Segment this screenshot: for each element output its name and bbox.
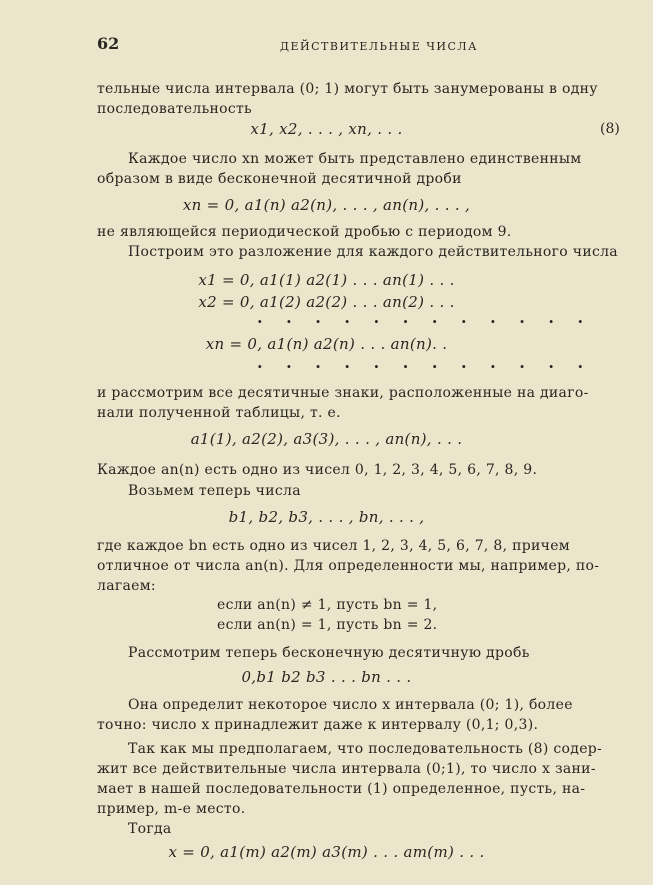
equation-x-decimal: x = 0, a1(m) a2(m) a3(m) . . . am(m) . . . xyxy=(168,843,485,861)
text-line: Возьмем теперь числа xyxy=(128,483,301,499)
table-row-1: x1 = 0, a1(1) a2(1) . . . an(1) . . . xyxy=(198,271,455,289)
text-line: Она определит некоторое число x интервала (0; 1), более xyxy=(128,697,573,713)
text-line: Каждое число xn может быть представлено единственным xyxy=(128,151,582,167)
condition-line: если an(n) = 1, пусть bn = 2. xyxy=(217,617,438,633)
text-line: нали полученной таблицы, т. е. xyxy=(97,405,341,421)
condition-line: если an(n) ≠ 1, пусть bn = 1, xyxy=(217,597,438,613)
table-dots: . . . . . . . . . . . . xyxy=(257,353,593,372)
equation-diagonal: a1(1), a2(2), a3(3), . . . , an(n), . . . xyxy=(190,430,463,448)
equation-number: (8) xyxy=(600,121,620,137)
text-line: последовательность xyxy=(97,101,252,117)
text-line: мает в нашей последовательности (1) определенное, пусть, на- xyxy=(97,781,586,797)
text-line: и рассмотрим все десятичные знаки, расположенные на диаго- xyxy=(97,385,589,401)
text-line: пример, m-е место. xyxy=(97,801,246,817)
table-row-n: xn = 0, a1(n) a2(n) . . . an(n). . xyxy=(205,335,448,353)
page-number: 62 xyxy=(97,34,120,53)
text-line: не являющейся периодической дробью с периодом 9. xyxy=(97,224,512,240)
equation-b-sequence: b1, b2, b3, . . . , bn, . . . , xyxy=(228,508,425,526)
text-line: Так как мы предполагаем, что последовательность (8) содер- xyxy=(128,741,603,757)
equation-sequence: x1, x2, . . . , xn, . . . xyxy=(250,120,403,138)
text-line: жит все действительные числа интервала (0;1), то число x зани- xyxy=(97,761,596,777)
text-line: отличное от числа an(n). Для определенности мы, например, по- xyxy=(97,558,600,574)
text-line: образом в виде бесконечной десятичной дроби xyxy=(97,171,462,187)
text-line: лагаем: xyxy=(97,578,156,594)
table-row-2: x2 = 0, a1(2) a2(2) . . . an(2) . . . xyxy=(198,293,455,311)
table-dots: . . . . . . . . . . . . xyxy=(257,308,593,327)
text-line: точно: число x принадлежит даже к интервалу (0,1; 0,3). xyxy=(97,717,539,733)
text-line: тельные числа интервала (0; 1) могут быть занумерованы в одну xyxy=(97,81,598,97)
equation-decimal: xn = 0, a1(n) a2(n), . . . , an(n), . . . , xyxy=(182,196,471,214)
running-title: ДЕЙСТВИТЕЛЬНЫЕ ЧИСЛА xyxy=(280,40,478,53)
text-line: Каждое an(n) есть одно из чисел 0, 1, 2, 3, 4, 5, 6, 7, 8, 9. xyxy=(97,462,538,478)
text-line: где каждое bn есть одно из чисел 1, 2, 3, 4, 5, 6, 7, 8, причем xyxy=(97,538,570,554)
text-line: Тогда xyxy=(128,821,172,837)
text-line: Рассмотрим теперь бесконечную десятичную дробь xyxy=(128,645,530,661)
equation-b-decimal: 0,b1 b2 b3 . . . bn . . . xyxy=(241,668,412,686)
text-line: Построим это разложение для каждого действительного числа xyxy=(128,244,618,260)
